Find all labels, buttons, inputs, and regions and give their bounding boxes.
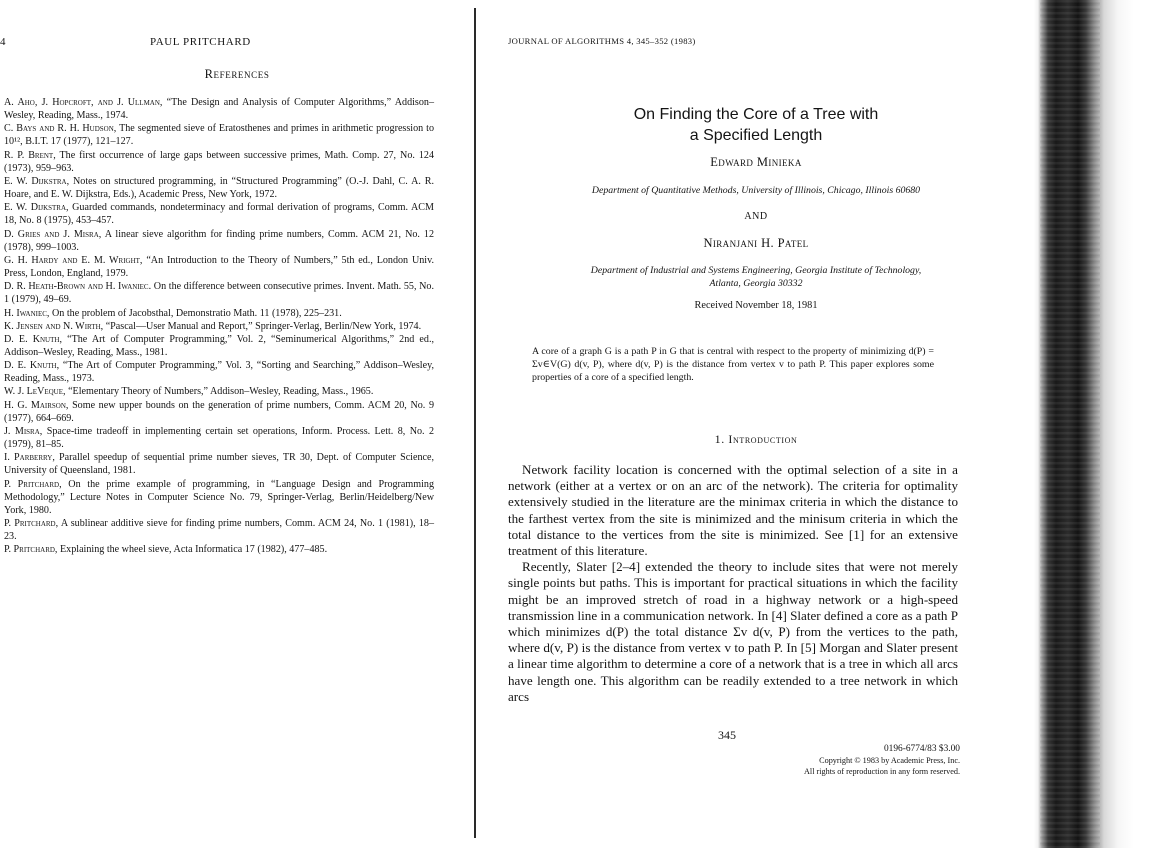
body-text [508, 462, 958, 705]
reference-item: A. Aho, J. Hopcroft, and J. Ullman, “The Design and Analysis of Computer Algorithms,” Addison–Wesley, Reading, Mass., 1974. [4, 97, 434, 122]
paragraph: Recently, Slater [2–4] extended the theory to include sites that were not merely single points but paths. This is important for practical situations in which the facility might be an improved stretch of road in a highway network or a high-speed transmission line in a communication network. In [4] Slater defined a core as a path P which minimizes d(P) the total distance Σv d(v, P) from the vertices to the path, where d(v, P) is the distance from vertex v to path P. In [5] Morgan and Slater present a linear time algorithm to determine a core of a network that is a tree in which all arcs have length one. This algorithm can be readily extended to a tree network in which arcs [508, 559, 958, 704]
affiliation-line: Atlanta, Georgia 30332 [709, 278, 803, 289]
reference-item: P. Pritchard, On the prime example of programming, in “Language Design and Programming Methodology,” Lecture Notes in Computer Science No. 79, Springer-Verlag, Berlin/Heidelberg/New York, 1980. [4, 478, 434, 516]
reference-item: H. G. Mairson, Some new upper bounds on the generation of prime numbers, Comm. ACM 20, No. 9 (1977), 664–669. [4, 399, 434, 424]
running-head: PAUL PRITCHARD [150, 36, 251, 48]
author-conjunction: AND [744, 211, 768, 222]
reference-item: G. H. Hardy and E. M. Wright, “An Introduction to the Theory of Numbers,” 5th ed., London Univ. Press, London, England, 1979. [4, 254, 434, 280]
author-affiliation: Department of Quantitative Methods, University of Illinois, Chicago, Illinois 60680 [591, 185, 921, 196]
received-date: Received November 18, 1981 [694, 300, 818, 311]
author-affiliation [478, 264, 1034, 290]
reference-item: D. E. Knuth, “The Art of Computer Programming,” Vol. 2, “Seminumerical Algorithms,” 2nd ed., Addison–Wesley, Reading, Mass., 1981. [4, 333, 434, 358]
reference-item: H. Iwaniec, On the problem of Jacobsthal, Demonstratio Math. 11 (1978), 225–231. [4, 307, 342, 319]
reference-item: D. R. Heath-Brown and H. Iwaniec. On the difference between consecutive primes. Invent. Math. 55, No. 1 (1979), 49–69. [4, 281, 435, 306]
left-page [0, 0, 474, 848]
reference-item: W. J. LeVeque, “Elementary Theory of Numbers,” Addison–Wesley, Reading, Mass., 1965. [4, 386, 374, 398]
copyright-line: Copyright © 1983 by Academic Press, Inc. [819, 756, 960, 765]
price-code: 0196-6774/83 $3.00 [883, 744, 960, 754]
copyright-notice [728, 744, 960, 777]
reference-item: E. W. Dijkstra, Notes on structured programming, in “Structured Programming” (O.-J. Dahl, C. A. R. Hoare, and E. W. Dijkstra, Eds.), Academic Press, New York, 1972. [4, 175, 434, 201]
page-gutter-divider [474, 8, 476, 838]
author-name: Edward Minieka [710, 155, 802, 169]
abstract: A core of a graph G is a path P in G that is central with respect to the property of minimizing d(P) = Σv∈V(G) d(v, P), where d(v, P) is the distance from vertex v to path P. This paper explores some properties of a core of a specified length. [532, 346, 934, 384]
page-number: 345 [718, 728, 736, 742]
reference-item: D. Gries and J. Misra, A linear sieve algorithm for finding prime numbers, Comm. ACM 21, No. 12 (1978), 999–1003. [4, 228, 435, 253]
reference-item: R. P. Brent, The first occurrence of large gaps between successive primes, Math. Comp. 27, No. 124 (1973), 959–963. [4, 149, 434, 174]
reference-item: K. Jensen and N. Wirth, “Pascal—User Manual and Report,” Springer-Verlag, Berlin/New York, 1974. [4, 320, 422, 332]
reference-item: E. W. Dijkstra, Guarded commands, nondeterminacy and formal derivation of programs, Comm. ACM 18, No. 8 (1975), 453–457. [4, 202, 435, 227]
copyright-line: All rights of reproduction in any form reserved. [804, 767, 960, 776]
paragraph: Network facility location is concerned with the optimal selection of a site in a network (either at a vertex or on an arc of the network). The criteria for optimality extensively studied in the literature are the minimax criteria in which the distance to the farthest vertex from the site is minimized and the minisum criteria in which the total distance to the vertices from the site is minimized. See [1] for an extensive treatment of this literature. [508, 462, 958, 559]
reference-item: C. Bays and R. H. Hudson, The segmented sieve of Eratosthenes and primes in arithmetic progression to 10¹², B.I.T. 17 (1977), 121–127. [4, 123, 434, 148]
reference-item: D. E. Knuth, “The Art of Computer Programming,” Vol. 3, “Sorting and Searching,” Addison–Wesley, Reading, Mass., 1973. [4, 360, 435, 385]
affiliation-line: Department of Industrial and Systems Engineering, Georgia Institute of Technology, [590, 265, 922, 276]
section-heading: 1. Introduction [714, 432, 798, 446]
reference-item: P. Pritchard, Explaining the wheel sieve, Acta Informatica 17 (1982), 477–485. [4, 544, 328, 556]
reference-item: I. Parberry, Parallel speedup of sequential prime number sieves, TR 30, Dept. of Computer Science, University of Queensland, 1981. [4, 452, 434, 477]
title-line-2: a Specified Length [689, 127, 823, 144]
page-folio: 4 [0, 36, 6, 48]
reference-item: P. Pritchard, A sublinear additive sieve for finding prime numbers, Comm. ACM 24, No. 1 (1981), 18–23. [4, 518, 434, 543]
journal-header: JOURNAL OF ALGORITHMS 4, 345–352 (1983) [508, 36, 696, 46]
references-heading: References [204, 67, 270, 81]
article-title [478, 104, 1034, 146]
author-name: Niranjani H. Patel [703, 236, 809, 250]
right-page [478, 0, 1034, 848]
reference-list [4, 96, 434, 556]
title-line-1: On Finding the Core of a Tree with [633, 106, 879, 123]
binding-texture [1040, 0, 1100, 848]
reference-item: J. Misra, Space-time tradeoff in implementing certain set operations, Inform. Process. Lett. 8, No. 2 (1979), 81–85. [4, 425, 435, 451]
